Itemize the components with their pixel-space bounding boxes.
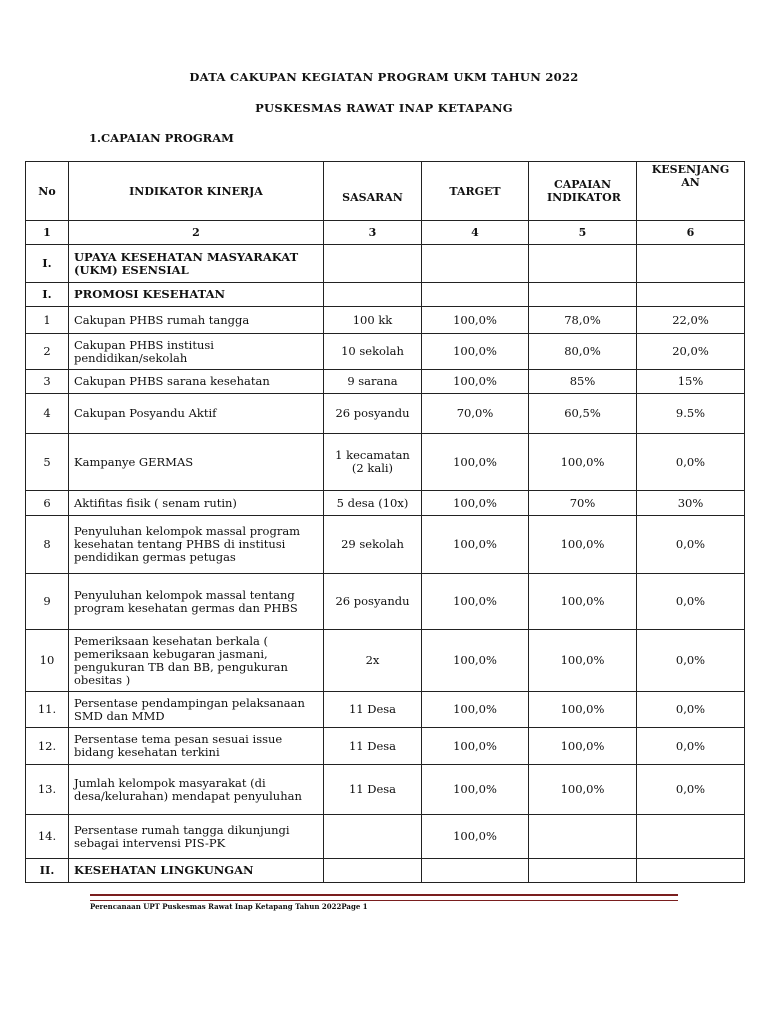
cell-capaian: 60,5%: [529, 394, 637, 434]
table-row: [26, 434, 745, 491]
cell-target: [422, 245, 529, 283]
cell-kesenjangan: 20,0%: [637, 334, 745, 370]
cell-no: I.: [26, 283, 69, 307]
table-row: [26, 491, 745, 516]
cell-capaian: 70%: [529, 491, 637, 516]
colnum-1: 1: [26, 221, 69, 245]
cell-target: 100,0%: [422, 491, 529, 516]
colnum-5: 5: [529, 221, 637, 245]
header-row: [26, 162, 745, 221]
colnum-3: 3: [324, 221, 422, 245]
table-row: [26, 307, 745, 334]
cell-kesenjangan: [637, 245, 745, 283]
cell-no: 5: [26, 434, 69, 491]
cell-sasaran: 11 Desa: [324, 692, 422, 728]
colnum-6: 6: [637, 221, 745, 245]
cell-capaian: 100,0%: [529, 574, 637, 630]
cell-sasaran: [324, 815, 422, 859]
cell-capaian: 85%: [529, 370, 637, 394]
cell-capaian: 100,0%: [529, 434, 637, 491]
cell-no: 4: [26, 394, 69, 434]
table-row: [26, 370, 745, 394]
cell-no: 11.: [26, 692, 69, 728]
cell-sasaran: [324, 245, 422, 283]
cell-indikator: Penyuluhan kelompok massal tentang program kesehatan germas dan PHBS: [69, 574, 324, 630]
header-kesenjangan: KESENJANG AN: [637, 162, 745, 221]
cell-no: 13.: [26, 765, 69, 815]
cell-indikator: Penyuluhan kelompok massal program kesehatan tentang PHBS di institusi pendidikan germas petugas: [69, 516, 324, 574]
cell-indikator: Cakupan PHBS sarana kesehatan: [69, 370, 324, 394]
cell-kesenjangan: 30%: [637, 491, 745, 516]
cell-kesenjangan: [637, 859, 745, 883]
cell-capaian: 80,0%: [529, 334, 637, 370]
cell-sasaran: 1 kecamatan (2 kali): [324, 434, 422, 491]
header-target: TARGET: [422, 162, 529, 221]
table-row: [26, 245, 745, 283]
cell-indikator: Cakupan Posyandu Aktif: [69, 394, 324, 434]
header-capaian: CAPAIAN INDIKATOR: [529, 162, 637, 221]
cell-capaian: 100,0%: [529, 728, 637, 765]
table-row: [26, 692, 745, 728]
header-no: No: [26, 162, 69, 221]
cell-indikator: KESEHATAN LINGKUNGAN: [69, 859, 324, 883]
cell-target: 100,0%: [422, 765, 529, 815]
table-row: [26, 574, 745, 630]
cell-target: 100,0%: [422, 630, 529, 692]
cell-capaian: 100,0%: [529, 630, 637, 692]
table-row: [26, 728, 745, 765]
colnum-2: 2: [69, 221, 324, 245]
cell-kesenjangan: 15%: [637, 370, 745, 394]
cell-target: 70,0%: [422, 394, 529, 434]
cell-indikator: Pemeriksaan kesehatan berkala ( pemeriksaan kebugaran jasmani, pengukuran TB dan BB, pengukuran obesitas ): [69, 630, 324, 692]
header-sasaran: SASARAN: [324, 162, 422, 221]
cell-no: 8: [26, 516, 69, 574]
cell-no: 14.: [26, 815, 69, 859]
column-number-row: [26, 221, 745, 245]
footer-divider: [90, 894, 678, 901]
cell-indikator: Aktifitas fisik ( senam rutin): [69, 491, 324, 516]
table-row: [26, 516, 745, 574]
cell-no: 10: [26, 630, 69, 692]
table-row: [26, 859, 745, 883]
cell-kesenjangan: 0,0%: [637, 630, 745, 692]
cell-capaian: [529, 859, 637, 883]
cell-kesenjangan: 0,0%: [637, 574, 745, 630]
cell-no: 2: [26, 334, 69, 370]
cell-target: 100,0%: [422, 815, 529, 859]
cell-capaian: 100,0%: [529, 692, 637, 728]
cell-no: 1: [26, 307, 69, 334]
table-row: [26, 283, 745, 307]
cell-indikator: Cakupan PHBS institusi pendidikan/sekolah: [69, 334, 324, 370]
cell-no: 12.: [26, 728, 69, 765]
cell-kesenjangan: [637, 815, 745, 859]
section-heading: 1.CAPAIAN PROGRAM: [89, 131, 234, 145]
header-indikator: INDIKATOR KINERJA: [69, 162, 324, 221]
cell-kesenjangan: 0,0%: [637, 434, 745, 491]
cell-indikator: PROMOSI KESEHATAN: [69, 283, 324, 307]
cell-target: 100,0%: [422, 307, 529, 334]
table-row: [26, 765, 745, 815]
colnum-4: 4: [422, 221, 529, 245]
cell-capaian: [529, 283, 637, 307]
cell-indikator: Persentase pendampingan pelaksanaan SMD dan MMD: [69, 692, 324, 728]
cell-kesenjangan: 0,0%: [637, 765, 745, 815]
cell-indikator: UPAYA KESEHATAN MASYARAKAT (UKM) ESENSIAL: [69, 245, 324, 283]
cell-indikator: Persentase rumah tangga dikunjungi sebagai intervensi PIS-PK: [69, 815, 324, 859]
cell-sasaran: 5 desa (10x): [324, 491, 422, 516]
cell-target: 100,0%: [422, 434, 529, 491]
cell-sasaran: 26 posyandu: [324, 394, 422, 434]
cell-kesenjangan: 9.5%: [637, 394, 745, 434]
cell-sasaran: 26 posyandu: [324, 574, 422, 630]
cell-target: 100,0%: [422, 370, 529, 394]
program-table: [25, 161, 745, 883]
cell-capaian: 78,0%: [529, 307, 637, 334]
cell-sasaran: 11 Desa: [324, 765, 422, 815]
cell-target: [422, 283, 529, 307]
table-row: [26, 334, 745, 370]
cell-kesenjangan: 0,0%: [637, 516, 745, 574]
page-footer: Perencanaan UPT Puskesmas Rawat Inap Ketapang Tahun 2022Page 1: [90, 902, 368, 911]
table-row: [26, 630, 745, 692]
cell-target: 100,0%: [422, 574, 529, 630]
cell-no: 6: [26, 491, 69, 516]
table-body: [26, 245, 745, 883]
cell-target: 100,0%: [422, 728, 529, 765]
cell-capaian: 100,0%: [529, 516, 637, 574]
cell-sasaran: 11 Desa: [324, 728, 422, 765]
cell-kesenjangan: 0,0%: [637, 728, 745, 765]
cell-sasaran: 100 kk: [324, 307, 422, 334]
cell-indikator: Kampanye GERMAS: [69, 434, 324, 491]
cell-kesenjangan: 0,0%: [637, 692, 745, 728]
cell-capaian: [529, 815, 637, 859]
cell-no: II.: [26, 859, 69, 883]
table-row: [26, 815, 745, 859]
document-subtitle: PUSKESMAS RAWAT INAP KETAPANG: [255, 101, 513, 115]
cell-sasaran: 29 sekolah: [324, 516, 422, 574]
cell-sasaran: [324, 283, 422, 307]
cell-indikator: Cakupan PHBS rumah tangga: [69, 307, 324, 334]
cell-capaian: [529, 245, 637, 283]
cell-sasaran: [324, 859, 422, 883]
cell-target: 100,0%: [422, 334, 529, 370]
cell-sasaran: 10 sekolah: [324, 334, 422, 370]
cell-capaian: 100,0%: [529, 765, 637, 815]
table-row: [26, 394, 745, 434]
cell-target: [422, 859, 529, 883]
cell-no: 9: [26, 574, 69, 630]
cell-sasaran: 2x: [324, 630, 422, 692]
cell-sasaran: 9 sarana: [324, 370, 422, 394]
cell-indikator: Jumlah kelompok masyarakat (di desa/kelurahan) mendapat penyuluhan: [69, 765, 324, 815]
document-title: DATA CAKUPAN KEGIATAN PROGRAM UKM TAHUN 2022: [189, 70, 579, 84]
cell-kesenjangan: 22,0%: [637, 307, 745, 334]
cell-kesenjangan: [637, 283, 745, 307]
cell-target: 100,0%: [422, 692, 529, 728]
cell-target: 100,0%: [422, 516, 529, 574]
cell-indikator: Persentase tema pesan sesuai issue bidang kesehatan terkini: [69, 728, 324, 765]
cell-no: 3: [26, 370, 69, 394]
cell-no: I.: [26, 245, 69, 283]
